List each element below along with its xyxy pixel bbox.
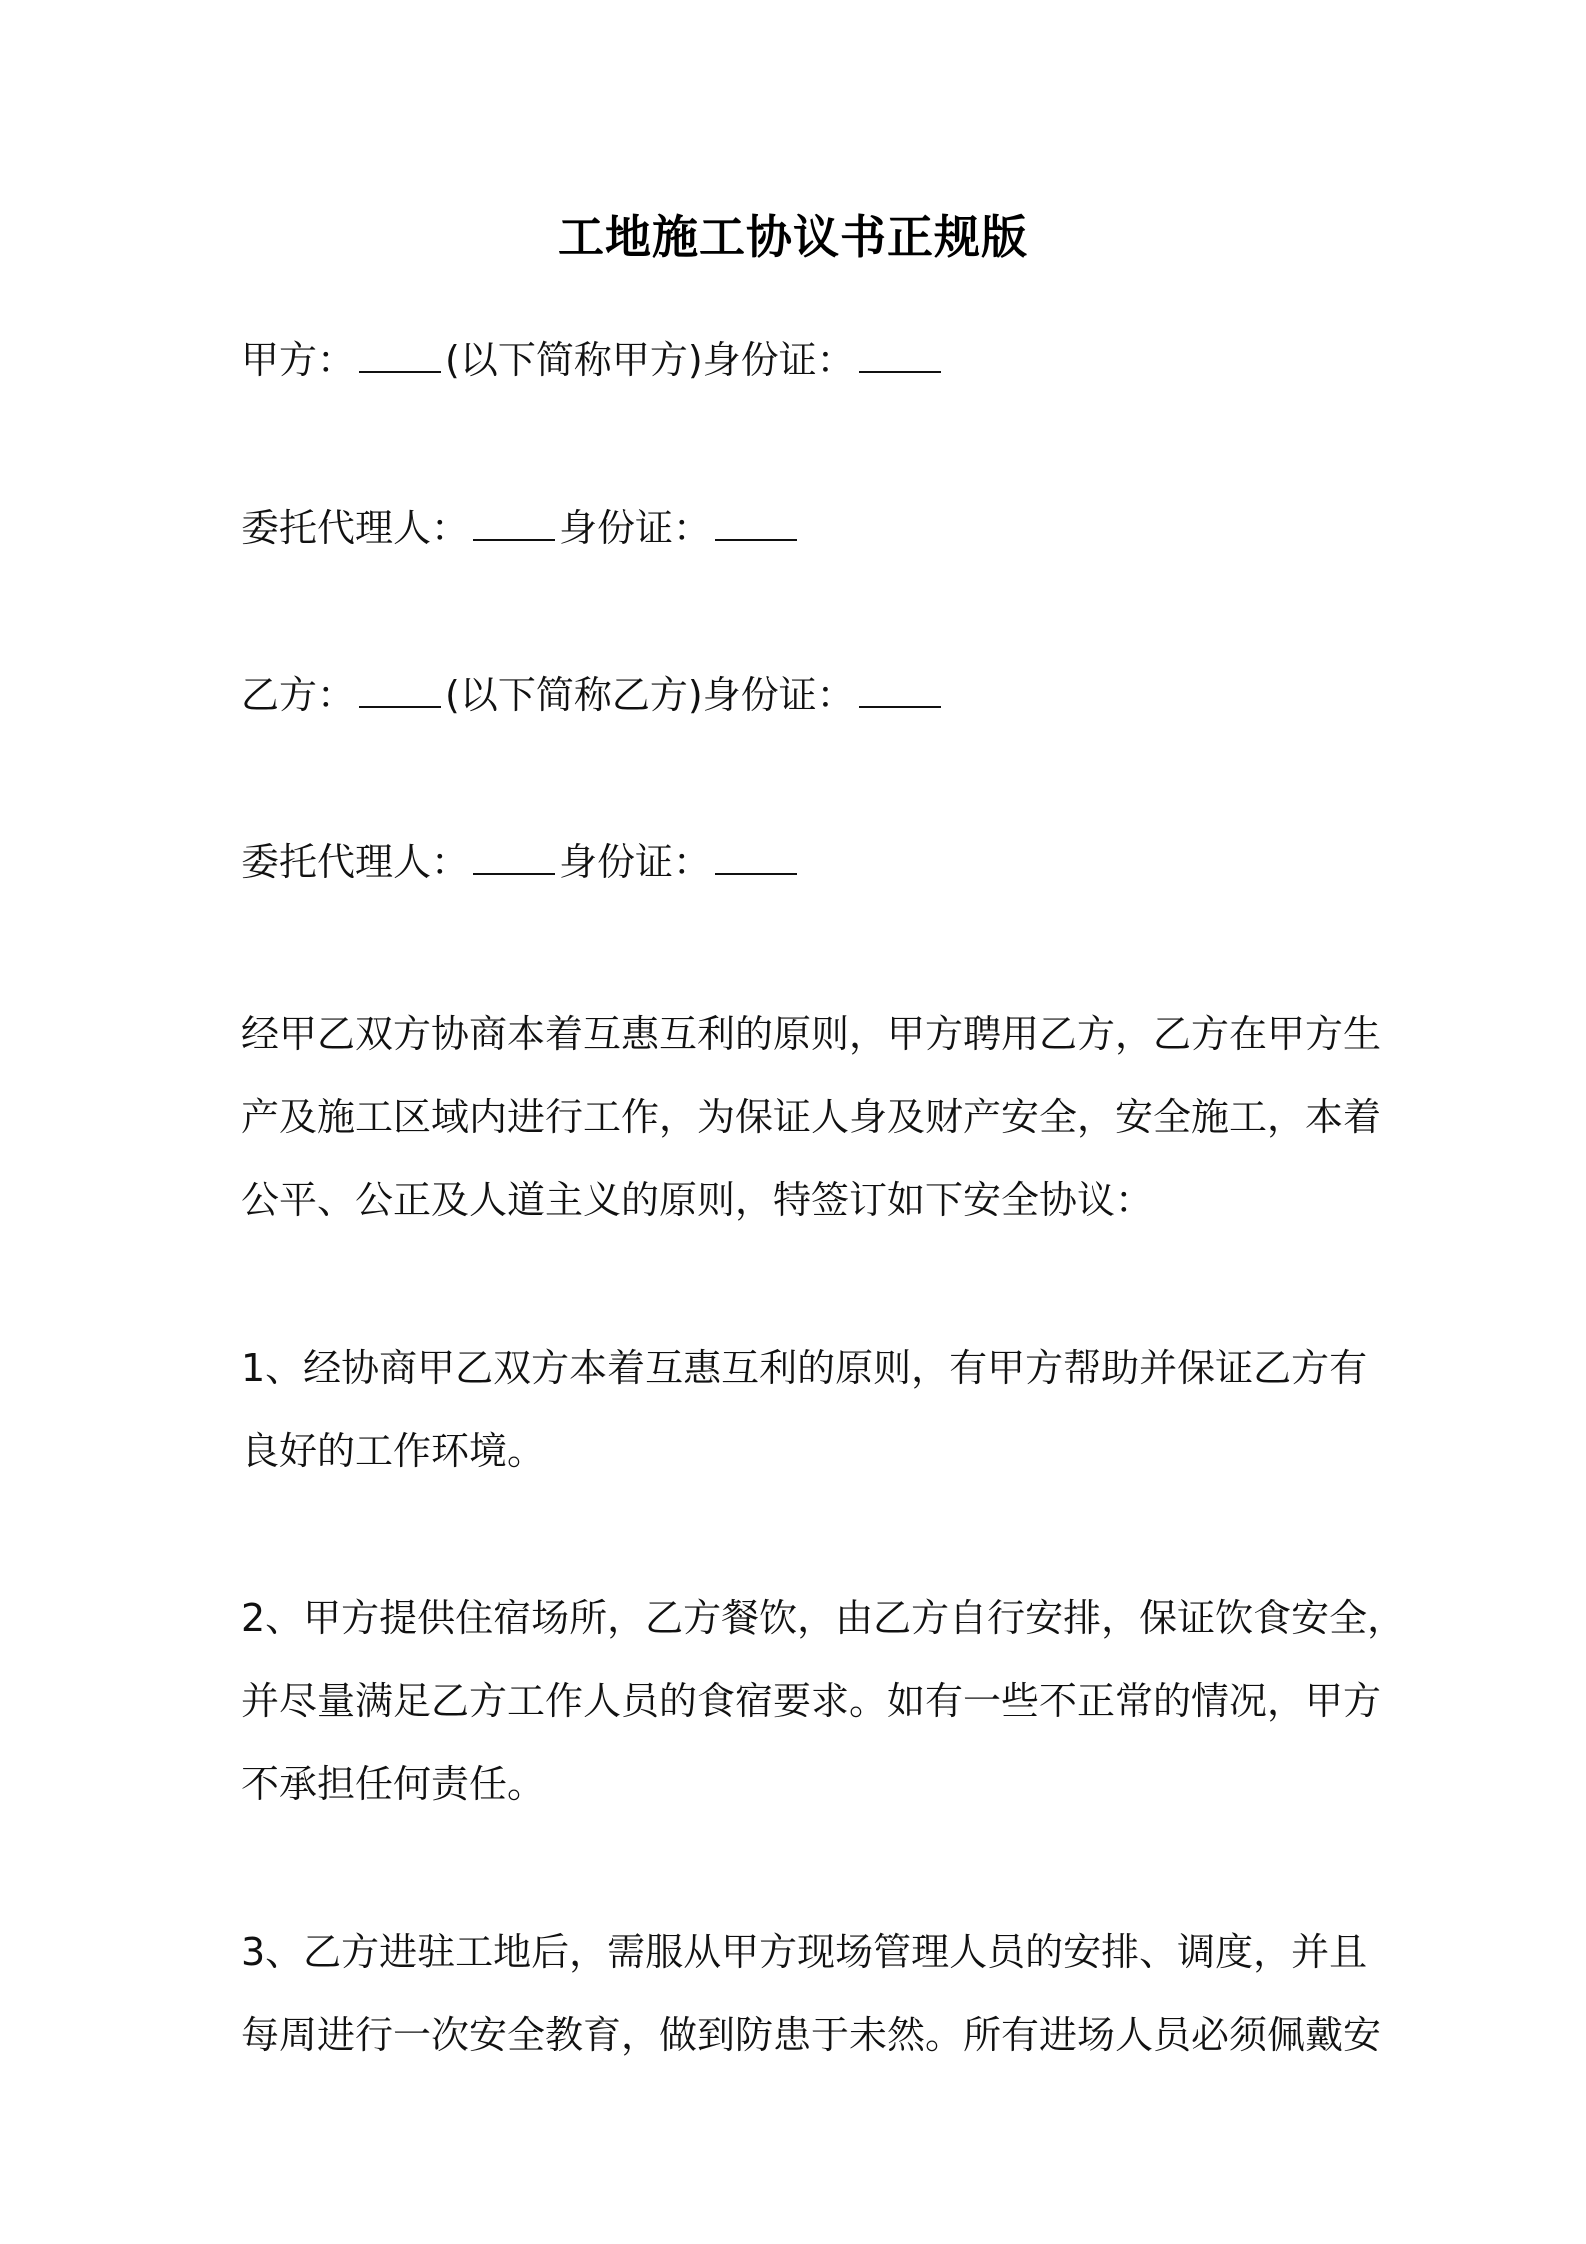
agent-a-line xyxy=(241,502,801,554)
party-b-label: 乙方： xyxy=(241,673,356,717)
agent-a-id-blank xyxy=(715,503,797,541)
agent-a-label: 委托代理人： xyxy=(241,506,470,550)
agent-b-label: 委托代理人： xyxy=(241,840,470,884)
clause-1-paragraph xyxy=(241,1327,1391,1493)
party-a-label: 甲方： xyxy=(241,338,356,382)
clause-2-line: 2、甲方提供住宿场所，乙方餐饮，由乙方自行安排，保证饮食安全， xyxy=(241,1596,1406,1640)
clause-1-line: 1、经协商甲乙双方本着互惠互利的原则，有甲方帮助并保证乙方有 xyxy=(241,1346,1368,1390)
agent-b-line xyxy=(241,836,801,888)
clause-1-line: 良好的工作环境。 xyxy=(241,1429,546,1473)
preamble-line: 公平、公正及人道主义的原则，特签订如下安全协议： xyxy=(241,1178,1154,1222)
clause-2-line: 不承担任何责任。 xyxy=(241,1762,546,1806)
party-a-name-blank xyxy=(359,335,441,373)
clause-2-paragraph xyxy=(241,1577,1406,1826)
party-b-line xyxy=(241,669,945,721)
party-b-short-label: (以下简称乙方)身份证： xyxy=(445,673,855,717)
clause-3-line: 3、乙方进驻工地后，需服从甲方现场管理人员的安排、调度，并且 xyxy=(241,1930,1368,1974)
agent-a-name-blank xyxy=(473,503,555,541)
agent-b-id-blank xyxy=(715,837,797,875)
preamble-line: 产及施工区域内进行工作，为保证人身及财产安全，安全施工，本着 xyxy=(241,1095,1382,1139)
party-b-name-blank xyxy=(359,670,441,708)
clause-2-line: 并尽量满足乙方工作人员的食宿要求。如有一些不正常的情况，甲方 xyxy=(241,1679,1382,1723)
preamble-paragraph xyxy=(241,993,1391,1242)
party-a-id-blank xyxy=(859,335,941,373)
agent-b-id-label: 身份证： xyxy=(559,840,712,884)
party-a-short-label: (以下简称甲方)身份证： xyxy=(445,338,855,382)
agent-a-id-label: 身份证： xyxy=(559,506,712,550)
party-b-id-blank xyxy=(859,670,941,708)
preamble-line: 经甲乙双方协商本着互惠互利的原则，甲方聘用乙方，乙方在甲方生 xyxy=(241,1012,1382,1056)
clause-3-paragraph xyxy=(241,1911,1391,2077)
party-a-line xyxy=(241,334,945,386)
agent-b-name-blank xyxy=(473,837,555,875)
clause-3-line: 每周进行一次安全教育，做到防患于未然。所有进场人员必须佩戴安 xyxy=(241,2013,1382,2057)
document-title: 工地施工协议书正规版 xyxy=(558,210,1028,264)
